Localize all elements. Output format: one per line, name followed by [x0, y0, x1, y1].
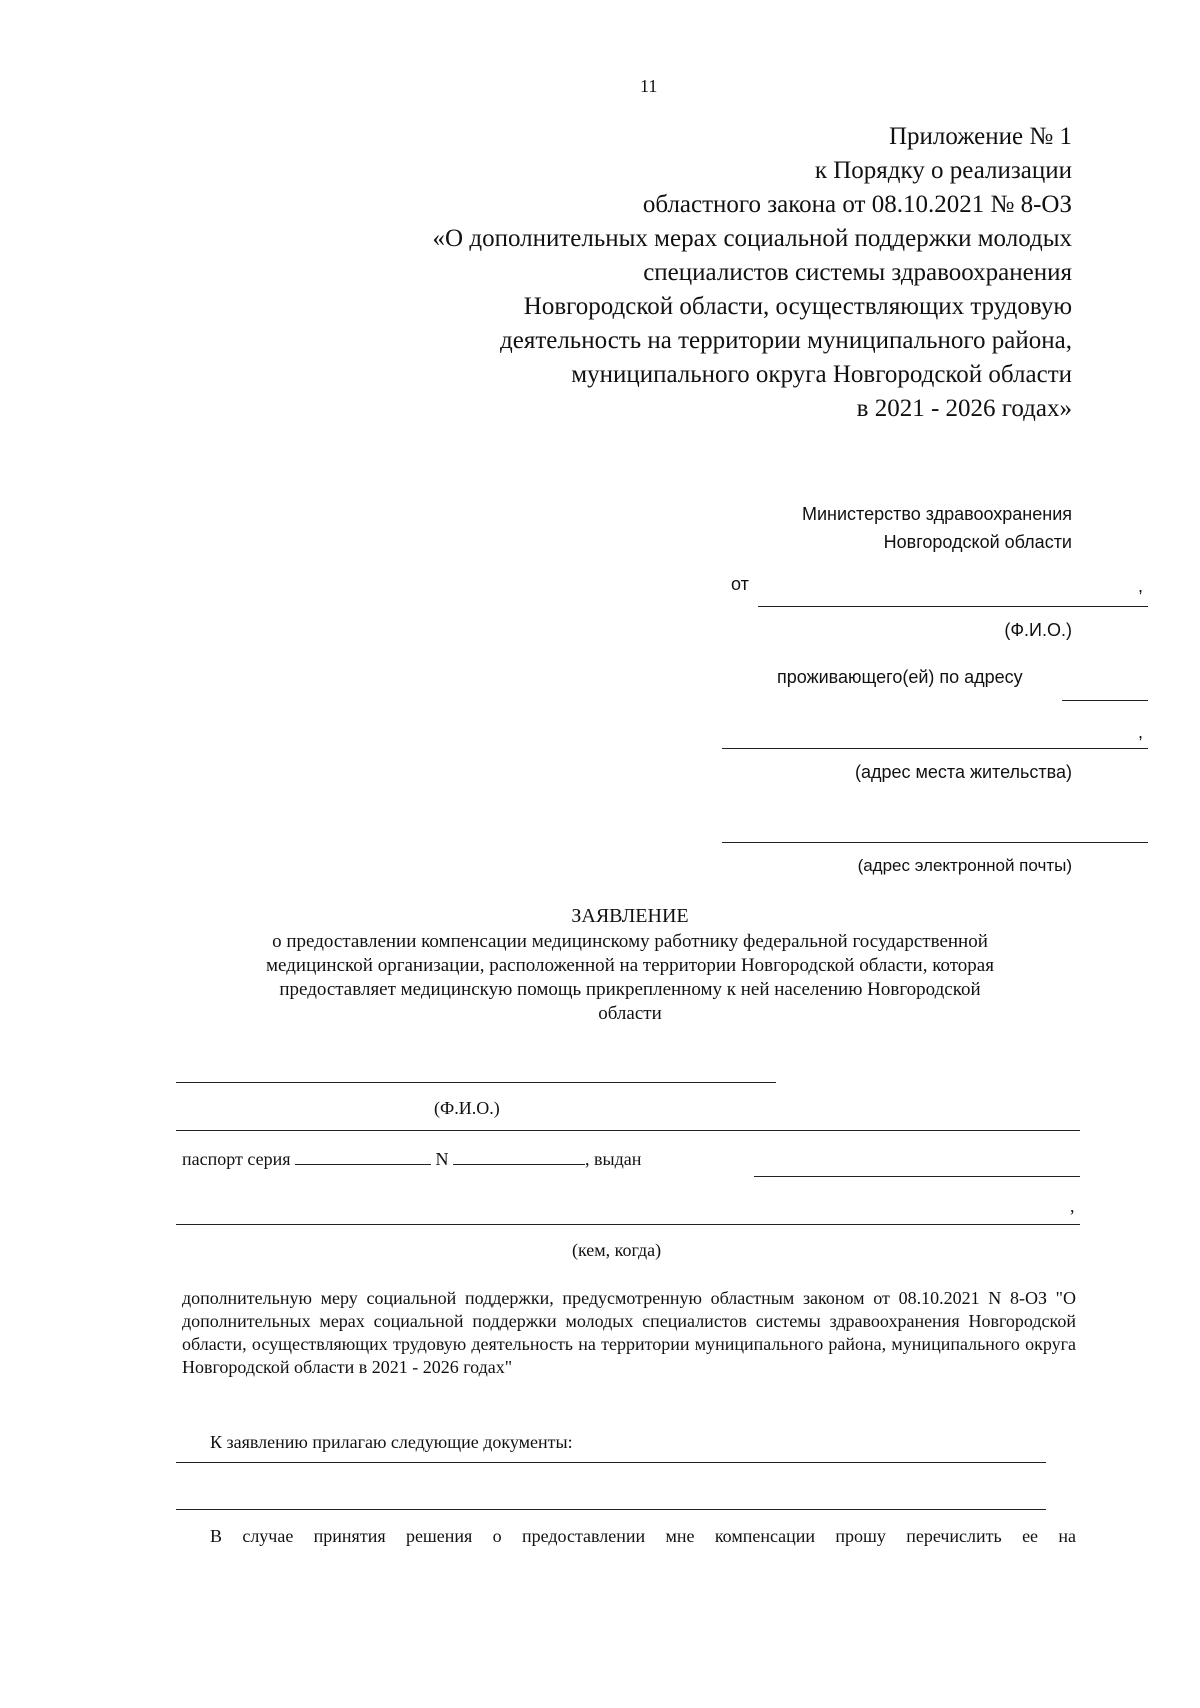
- application-subtitle-line: предоставляет медицинскую помощь прикрепленному к ней населению Новгородской: [279, 979, 981, 1000]
- passport-number-label: N: [435, 1149, 449, 1169]
- application-title: ЗАЯВЛЕНИЕ: [571, 905, 689, 927]
- attach-line-2[interactable]: [176, 1509, 1046, 1510]
- passport-series-field[interactable]: [295, 1146, 431, 1165]
- attach-label: К заявлению прилагаю следующие документы:: [210, 1432, 573, 1452]
- applicant-extra-line[interactable]: [176, 1130, 1080, 1131]
- applicant-fio-line[interactable]: [176, 1082, 776, 1083]
- body-paragraph: дополнительную меру социальной поддержки, предусмотренную областным законом от 08.10.2021 N 8-ОЗ "О дополнительных мерах социальной поддержки молодых специалистов системы здравоохранения Новгородской области, осуществляющих трудовую деятельность на территории муниципального района, муниципального округа Новгородской области в 2021 - 2026 годах": [182, 1288, 1076, 1377]
- header-line: Приложение № 1: [888, 123, 1072, 150]
- ministry-name-line1: Министерство здравоохранения: [802, 504, 1072, 524]
- residing-label: проживающего(ей) по адресу: [777, 667, 1023, 687]
- header-line: муниципального округа Новгородской области: [571, 361, 1072, 388]
- issued-comma: ,: [1070, 1196, 1075, 1216]
- header-line: специалистов системы здравоохранения: [643, 259, 1072, 286]
- header-line: к Порядку о реализации: [814, 157, 1072, 184]
- final-paragraph: В случае принятия решения о предоставлении мне компенсации прошу перечислить ее на: [210, 1526, 1076, 1546]
- application-subtitle-line: области: [598, 1003, 662, 1024]
- page-number: 11: [640, 76, 658, 96]
- from-fio-hint: (Ф.И.О.): [1004, 620, 1072, 640]
- email-hint: (адрес электронной почты): [857, 856, 1072, 875]
- header-line: деятельность на территории муниципального района,: [500, 327, 1072, 354]
- issued-by-line[interactable]: [754, 1176, 1080, 1177]
- from-label: от: [731, 574, 749, 594]
- passport-row: [182, 1146, 641, 1170]
- application-subtitle-line: медицинской организации, расположенной на территории Новгородской области, которая: [266, 955, 994, 976]
- passport-series-label: паспорт серия: [182, 1149, 291, 1169]
- header-line: областного закона от 08.10.2021 № 8-ОЗ: [642, 191, 1072, 218]
- issued-label: , выдан: [584, 1149, 642, 1169]
- attach-line-1[interactable]: [176, 1462, 1046, 1463]
- application-subtitle-line: о предоставлении компенсации медицинскому работнику федеральной государственной: [272, 931, 988, 952]
- address-line[interactable]: [722, 748, 1148, 749]
- header-line: «О дополнительных мерах социальной поддержки молодых: [432, 225, 1072, 252]
- issued-hint: (кем, когда): [572, 1240, 662, 1260]
- ministry-name-line2: Новгородской области: [883, 532, 1072, 552]
- from-comma: ,: [1138, 576, 1144, 596]
- from-fio-line[interactable]: [758, 606, 1148, 607]
- ministry-block: [652, 500, 1072, 556]
- residing-short-line[interactable]: [1062, 700, 1148, 701]
- applicant-fio-hint: (Ф.И.О.): [434, 1098, 500, 1118]
- address-hint: (адрес места жительства): [854, 762, 1072, 782]
- header-line: Новгородской области, осуществляющих трудовую: [523, 293, 1072, 320]
- passport-number-field[interactable]: [453, 1146, 585, 1165]
- issued-by-line-2[interactable]: [176, 1224, 1080, 1225]
- header-line: в 2021 - 2026 годах»: [856, 395, 1072, 422]
- appendix-header: [312, 120, 1072, 426]
- address-comma: ,: [1138, 722, 1144, 742]
- email-line[interactable]: [722, 842, 1148, 843]
- application-title-block: [180, 904, 1080, 1026]
